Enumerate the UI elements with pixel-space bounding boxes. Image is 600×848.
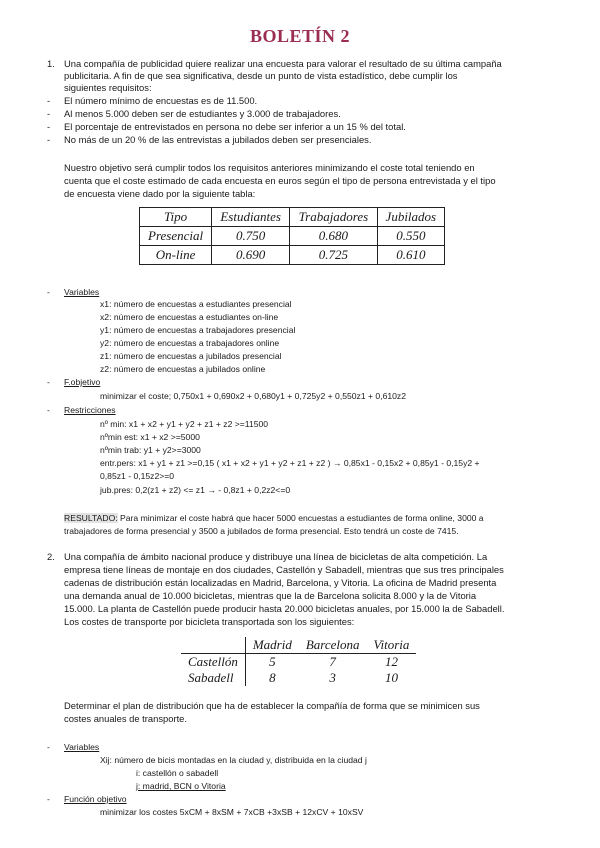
- table-header-cell: Jubilados: [377, 208, 444, 227]
- constraint-item: entr.pers: x1 + y1 + z1 >=0,15 ( x1 + x2 + y1 + y2 + z1 + z2 ) → 0,85x1 - 0,15x2 + 0,85y1 - 0,15y2 +: [100, 458, 480, 468]
- variables-heading: Variables: [64, 287, 100, 297]
- table-cell: Castellón: [181, 654, 245, 671]
- table-cell: 10: [384, 669, 398, 685]
- table-header-cell: Estudiantes: [212, 208, 290, 227]
- constraint-item: nº min: x1 + x2 + y1 + y2 + z1 + z2 >=11500: [100, 419, 269, 429]
- table-header-cell: Trabajadores: [290, 208, 377, 227]
- p2-intro-line: 15.000. La planta de Castellón puede producir hasta 20.000 bicicletas anuales, por 15.000 la de Sabadell.: [64, 603, 505, 614]
- table-cell: Sabadell: [181, 670, 245, 686]
- table-cell: 0.550: [377, 227, 444, 246]
- table-header-row: [140, 208, 445, 227]
- requirement-item: El porcentaje de entrevistados en persona no debe ser inferior a un 15 % del total.: [64, 121, 406, 132]
- variable-item: y1: número de encuestas a trabajadores presencial: [100, 325, 296, 335]
- table-cell: On-line: [140, 246, 212, 265]
- result-line-2: trabajadores de forma presencial y 3500 a jubilados de forma presencial. Esto tendrá un coste de 7415.: [64, 526, 459, 536]
- p1-intro-line-2: publicitaria. A fin de que sea significativa, desde un punto de vista estadístico, debe cumplir los: [64, 70, 458, 81]
- variable-item: x1: número de encuestas a estudiantes presencial: [100, 299, 292, 309]
- table-cell: 0.610: [377, 246, 444, 265]
- p1-intro-line-3: siguientes requisitos:: [64, 82, 152, 93]
- variable-item: x2: número de encuestas a estudiantes on-line: [100, 312, 279, 322]
- variable-item: z1: número de encuestas a jubilados presencial: [100, 351, 282, 361]
- objective-function: minimizar el coste; 0,750x1 + 0,690x2 + 0,680y1 + 0,725y2 + 0,550z1 + 0,610z2: [100, 391, 407, 401]
- cost-table-2: [181, 637, 416, 686]
- table-cell: 12: [384, 653, 398, 669]
- table-header-row: [181, 637, 416, 654]
- p1-intro-line-1: Una compañía de publicidad quiere realizar una encuesta para valorar el resultado de su última campaña: [64, 58, 502, 69]
- problem-2-number: 2.: [47, 551, 55, 562]
- table-row: [181, 670, 416, 686]
- constraint-item: 0,85z1 - 0,15z2>=0: [100, 471, 175, 481]
- result-label: RESULTADO:: [64, 513, 118, 523]
- variable-item: j: madrid, BCN o Vitoria: [136, 781, 226, 791]
- p2-intro-line: Los costes de transporte por bicicleta transportada son los siguientes:: [64, 616, 355, 627]
- constraints-heading: Restricciones: [64, 405, 116, 415]
- table-header-cell: Barcelona: [299, 637, 367, 654]
- table-cell: 7: [329, 653, 336, 669]
- page-title: BOLETÍN 2: [249, 26, 351, 46]
- table-cell: 0.680: [290, 227, 377, 246]
- table-cell: 5: [269, 653, 276, 669]
- variable-item: z2: número de encuestas a jubilados online: [100, 364, 266, 374]
- p2-intro-line: empresa tiene líneas de montaje en dos ciudades, Castellón y Sabadell, mientras que sus tres principales: [64, 564, 504, 575]
- objective-function-heading: F.objetivo: [64, 377, 101, 387]
- constraint-item: nºmin trab: y1 + y2>=3000: [100, 445, 201, 455]
- p2-intro-line: una demanda anual de 10.000 bicicletas, mientras que la de Barcelona solicita 8.000 y la de Vitoria: [64, 590, 477, 601]
- table-header-cell: Vitoria: [367, 637, 417, 654]
- table-header-cell: Madrid: [245, 637, 299, 654]
- cost-table-1: [139, 207, 445, 265]
- table-cell: 8: [269, 669, 276, 685]
- constraint-item: jub.pres: 0,2(z1 + z2) <= z1 → - 0,8z1 + 0,2z2<=0: [100, 485, 291, 495]
- requirement-item: Al menos 5.000 deben ser de estudiantes y 3.000 de trabajadores.: [64, 108, 341, 119]
- problem-1-number: 1.: [47, 58, 55, 69]
- objective-function-heading: Función objetivo: [64, 794, 127, 804]
- table-cell: 0.750: [212, 227, 290, 246]
- variable-item: Xij: número de bicis montadas en la ciudad y, distribuida en la ciudad j: [100, 755, 367, 765]
- table-cell: 0.690: [212, 246, 290, 265]
- result-line-1: RESULTADO: Para minimizar el coste habrá que hacer 5000 encuestas a estudiantes de forma online, 3000 a: [64, 513, 484, 523]
- p2-determine-line-2: costes anuales de transporte.: [64, 713, 187, 724]
- p2-intro-line: Una compañía de ámbito nacional produce y distribuye una línea de bicicletas de alta competición. La: [64, 551, 488, 562]
- variable-item: y2: número de encuestas a trabajadores online: [100, 338, 280, 348]
- objective-function: minimizar los costes 5xCM + 8xSM + 7xCB +3xSB + 12xCV + 10xSV: [100, 807, 364, 817]
- table-row: [181, 654, 416, 671]
- table-cell: 0.725: [290, 246, 377, 265]
- p1-objective-line-3: de encuesta viene dado por la siguiente tabla:: [64, 188, 256, 199]
- table-cell: 3: [329, 669, 336, 685]
- p2-intro-line: cadenas de distribución están localizadas en Madrid, Barcelona, y Vitoria. La oficina de Madrid presenta: [64, 577, 497, 588]
- table-cell: Presencial: [140, 227, 212, 246]
- p1-objective-line-2: cuenta que el coste estimado de cada encuesta en euros según el tipo de persona entrevistada y el tipo: [64, 175, 496, 186]
- variables-heading: Variables: [64, 742, 100, 752]
- p1-objective-line-1: Nuestro objetivo será cumplir todos los requisitos anteriores minimizando el coste total teniendo en: [64, 162, 475, 173]
- table-row: [140, 227, 445, 246]
- variable-item: i: castellón o sabadell: [136, 768, 219, 778]
- table-row: [140, 246, 445, 265]
- table-header-cell: [181, 637, 245, 654]
- constraint-item: nºmin est: x1 + x2 >=5000: [100, 432, 200, 442]
- requirement-item: El número mínimo de encuestas es de 11.500.: [64, 95, 258, 106]
- requirement-item: No más de un 20 % de las entrevistas a jubilados deben ser presenciales.: [64, 134, 372, 145]
- p2-determine-line-1: Determinar el plan de distribución que ha de establecer la compañía de forma que se minimicen sus: [64, 700, 480, 711]
- table-header-cell: Tipo: [140, 208, 212, 227]
